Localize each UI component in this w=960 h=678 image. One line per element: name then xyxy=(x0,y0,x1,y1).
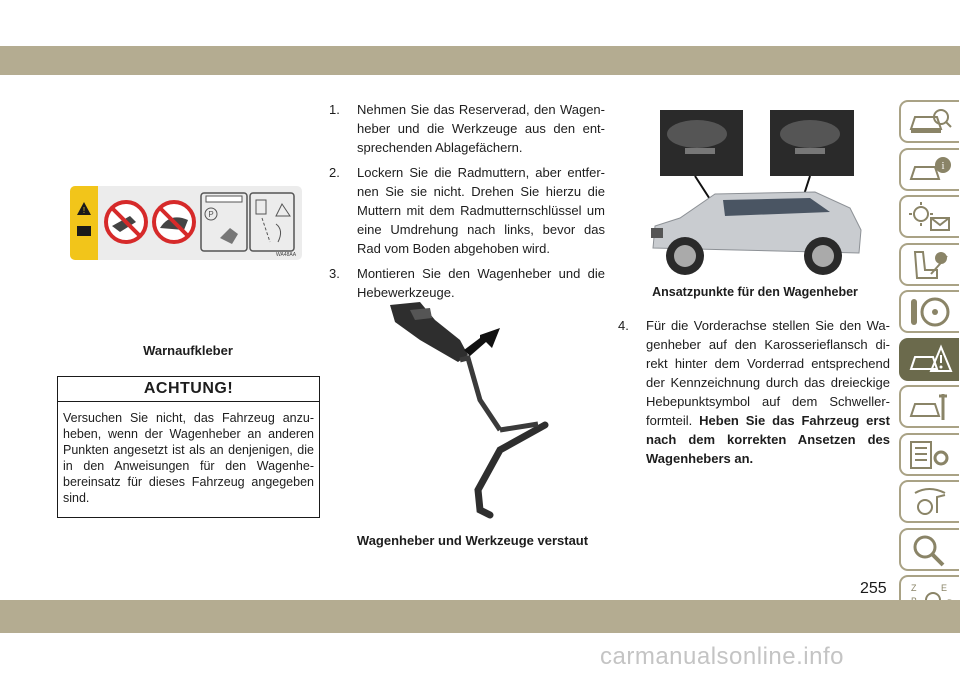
tab-specs[interactable] xyxy=(899,433,959,476)
warning-label-code: WA48AA xyxy=(276,252,297,258)
tab-steering-wheel[interactable] xyxy=(899,290,959,333)
tab-car-service[interactable] xyxy=(899,385,959,428)
step-text-bold: Heben Sie das Fahrzeug erst nach dem korrekten Ansetzen des Wagenhebers an. xyxy=(646,413,890,466)
tab-emergency[interactable] xyxy=(899,338,959,381)
step-number: 2. xyxy=(329,165,340,180)
step-number: 1. xyxy=(329,102,340,117)
jack-tools-image xyxy=(360,300,580,525)
tab-car-search[interactable] xyxy=(899,100,959,143)
tab-search[interactable] xyxy=(899,528,959,571)
warning-box xyxy=(57,376,320,518)
warning-box-title: ACHTUNG! xyxy=(58,377,319,402)
step-text: Für die Vorderachse stellen Sie den Wa- genheber auf den Karosserieflansch di- rekt hinter dem Vorderrad entsprechend der Kennzeichnung durch das dreieckige Hebepunktsymbol auf dem Schweller- formteil. xyxy=(646,318,890,428)
car-search-icon xyxy=(907,105,953,139)
tab-seat-safety[interactable] xyxy=(899,243,959,286)
car-info-icon xyxy=(907,153,953,187)
warning-lights-icon xyxy=(907,200,953,234)
specs-gear-icon xyxy=(907,438,953,472)
jack-points-image xyxy=(645,108,870,283)
step-text: Nehmen Sie das Reserverad, den Wagen- heber und die Werkzeuge aus den ent- sprechenden Ablagefächern. xyxy=(357,102,605,155)
seat-safety-icon xyxy=(907,248,953,282)
footer-band xyxy=(0,600,960,633)
step-number: 3. xyxy=(329,266,340,281)
svg-text:i: i xyxy=(941,159,945,172)
svg-text:!: ! xyxy=(82,206,86,215)
svg-text:Z: Z xyxy=(911,583,917,593)
step-text: Montieren Sie den Wagenheber und die Hebewerkzeuge. xyxy=(357,266,605,300)
multimedia-icon xyxy=(907,485,953,519)
step-number: 4. xyxy=(618,318,629,333)
watermark-text: carmanualsonline.info xyxy=(600,643,844,670)
jack-arrow-icon xyxy=(464,328,500,356)
header-band xyxy=(0,46,960,75)
emergency-icon xyxy=(907,343,953,377)
jack-points-caption: Ansatzpunkte für den Wagenheber xyxy=(652,285,858,299)
steps-list xyxy=(329,100,605,308)
step-text: Lockern Sie die Radmuttern, aber entfer- nen Sie sie nicht. Drehen Sie hierzu die Muttern mit dem Radmutternschlüssel um eine Umdrehung nach links, bevor das Rad vom Boden abgehoben wird. xyxy=(357,165,605,256)
svg-text:E: E xyxy=(941,583,948,593)
steering-wheel-icon xyxy=(907,295,953,329)
page-number: 255 xyxy=(860,580,887,597)
jack-caption: Wagenheber und Werkzeuge verstaut xyxy=(356,533,589,548)
step-item xyxy=(618,316,890,474)
step-item xyxy=(329,264,605,302)
tab-multimedia[interactable] xyxy=(899,480,959,523)
car-service-icon xyxy=(907,390,953,424)
step-item xyxy=(329,163,605,258)
tab-car-info[interactable] xyxy=(899,148,959,191)
step-item xyxy=(329,100,605,157)
warning-label-graphic xyxy=(70,186,302,260)
warning-label-image xyxy=(70,186,302,260)
warning-box-text: Versuchen Sie nicht, das Fahrzeug anzu- heben, wenn der Wagenheber an anderen Punkten angesetzt ist als an denjenigen, die in den Anweisungen für den Wagenhe- bereinsatz für dieses Fahrzeug angegeben sind. xyxy=(63,411,314,505)
warning-label-caption: Warnaufkleber xyxy=(143,343,233,358)
svg-text:P: P xyxy=(208,210,214,219)
chapter-tabs xyxy=(899,100,960,623)
tab-warning-lights[interactable] xyxy=(899,195,959,238)
search-icon xyxy=(907,533,953,567)
